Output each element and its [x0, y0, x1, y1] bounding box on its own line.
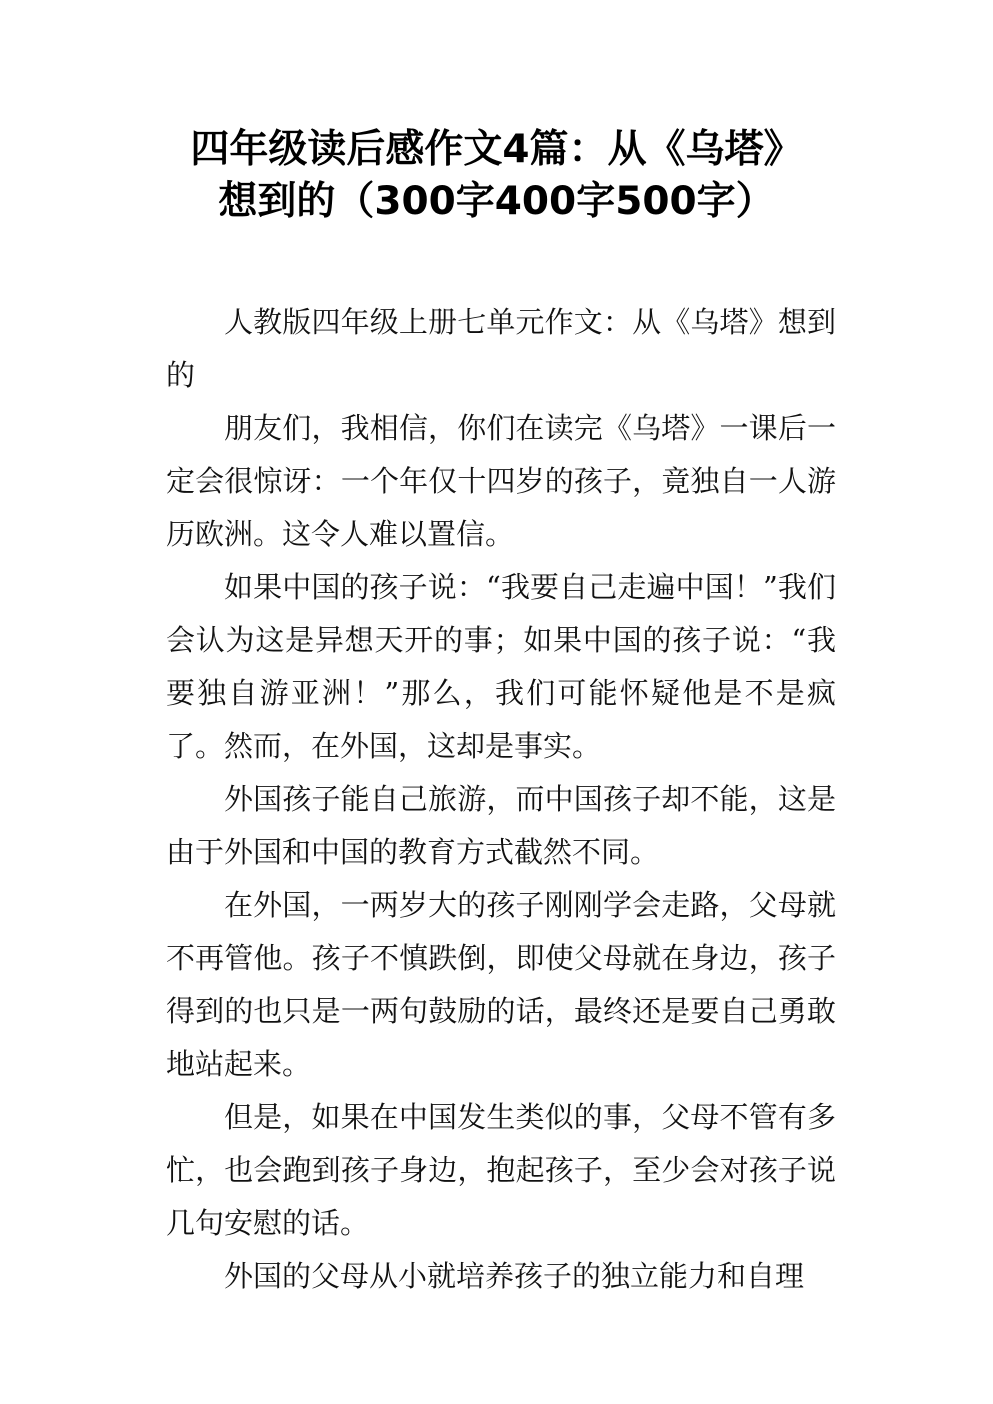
paragraph: 外国的父母从小就培养孩子的独立能力和自理	[224, 1259, 805, 1293]
paragraph: 在外国，一两岁大的孩子刚刚学会走路，父母就不再管他。孩子不慎跌倒，即使父母就在身边，孩子得到的也只是一两句鼓励的话，最终还是要自己勇敢地站起来。	[166, 888, 836, 1081]
paragraph: 朋友们，我相信，你们在读完《乌塔》一课后一定会很惊讶：一个年仅十四岁的孩子，竟独自一人游历欧洲。这令人难以置信。	[166, 411, 836, 551]
paragraph: 如果中国的孩子说：“我要自己走遍中国！”我们会认为这是异想天开的事；如果中国的孩子说：“我要独自游亚洲！”那么，我们可能怀疑他是不是疯了。然而，在外国，这却是事实。	[166, 570, 836, 763]
title-line-2: 想到的（300字400字500字）	[218, 179, 775, 224]
paragraph: 外国孩子能自己旅游，而中国孩子却不能，这是由于外国和中国的教育方式截然不同。	[166, 782, 836, 869]
paragraph: 人教版四年级上册七单元作文：从《乌塔》想到的	[166, 305, 836, 392]
paragraph: 但是，如果在中国发生类似的事，父母不管有多忙，也会跑到孩子身边，抱起孩子，至少会对孩子说几句安慰的话。	[166, 1100, 836, 1240]
document-body	[166, 296, 836, 1303]
title-line-1: 四年级读后感作文4篇：从《乌塔》	[190, 127, 803, 172]
document-title	[150, 124, 843, 228]
